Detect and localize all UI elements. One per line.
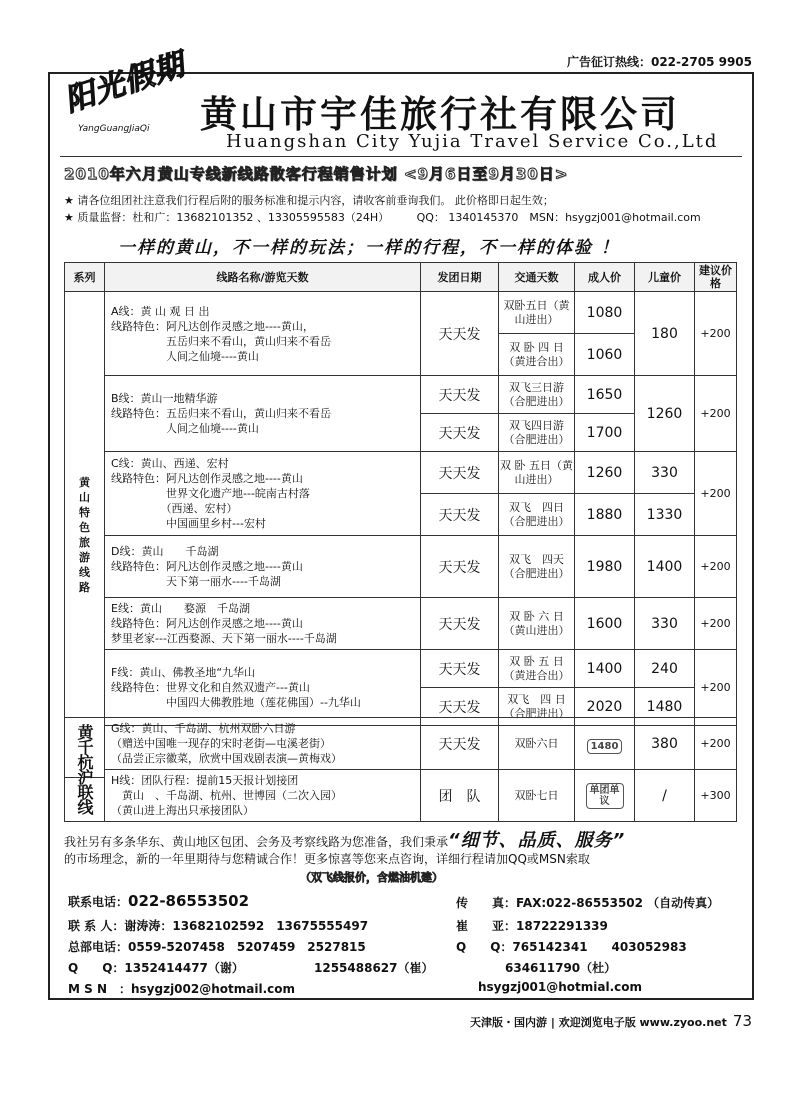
child-price: 180 bbox=[635, 292, 695, 376]
depart-cell: 天天发 bbox=[421, 598, 499, 650]
route-f bbox=[105, 650, 421, 726]
suggest-price: +200 bbox=[695, 452, 737, 536]
route-line: D线：黄山 千岛湖 bbox=[111, 545, 219, 558]
contact-fax-value: FAX:022-86553502 （自动传真） bbox=[516, 896, 720, 910]
transport-cell: 双 卧 五 日（黄进合出） bbox=[499, 650, 575, 688]
contact-label: 传 真： bbox=[456, 896, 517, 910]
slogan: 一样的黄山，不一样的玩法；一样的行程，不一样的体验 ！ bbox=[118, 238, 620, 258]
route-line: （品尝正宗徽菜，欣赏中国戏剧表演—黄梅戏） bbox=[111, 752, 342, 765]
table-row bbox=[65, 536, 737, 598]
promo-text: 我社另有多条华东、黄山地区包团、会务及考察线路为您准备，我们秉承 bbox=[64, 835, 449, 849]
transport-cell: 双卧六日 bbox=[499, 718, 575, 770]
company-name-cn: 黄山市宇佳旅行社有限公司 bbox=[200, 92, 680, 136]
category-cell bbox=[65, 718, 105, 822]
contact-cui-value: 18722291339 bbox=[516, 919, 608, 933]
contact-label: Q Q： bbox=[456, 940, 513, 954]
category-label: 黄山特色旅游线路 bbox=[79, 475, 90, 594]
suggest-price: +200 bbox=[695, 598, 737, 650]
depart-cell: 天天发 bbox=[421, 414, 499, 452]
table-row bbox=[65, 770, 737, 822]
route-line: C线：黄山、西递、宏村 bbox=[111, 457, 229, 470]
suggest-price: +200 bbox=[695, 536, 737, 598]
suggest-price: +200 bbox=[695, 292, 737, 376]
contact-person-value: 谢涛涛：13682102592 13675555497 bbox=[124, 919, 369, 933]
child-price: 380 bbox=[635, 718, 695, 770]
child-price: 330 bbox=[635, 452, 695, 494]
category-label: 黄千杭沪联线 bbox=[77, 722, 94, 817]
adult-price-cell bbox=[575, 770, 635, 822]
contact-label: 崔 亚： bbox=[456, 919, 517, 933]
contact-label: 总部电话： bbox=[68, 940, 129, 954]
suggest-price: +200 bbox=[695, 650, 737, 726]
depart-cell: 天天发 bbox=[421, 536, 499, 598]
route-line: G线：黄山、千岛湖、杭州双卧六日游 bbox=[111, 722, 296, 735]
child-price: 1480 bbox=[635, 688, 695, 726]
promo-line-1 bbox=[64, 826, 625, 852]
route-line: E线：黄山 婺源 千岛湖 bbox=[111, 602, 250, 615]
child-price: 1330 bbox=[635, 494, 695, 536]
route-line: 线路特色：阿凡达创作灵感之地----黄山 bbox=[111, 472, 303, 485]
contact-label: 联系电话： bbox=[68, 895, 129, 909]
adult-price: 1600 bbox=[575, 598, 635, 650]
contact-person bbox=[68, 917, 368, 934]
notice-line: ★ 请各位组团社注意我们行程后附的服务标准和提示内容，请收客前垂询我们。 此价格即日起生效； bbox=[64, 194, 554, 207]
route-line: 五岳归来不看山，黄山归来不看岳 bbox=[111, 334, 331, 348]
route-price-table-2 bbox=[64, 717, 737, 822]
route-line: 线路特色：五岳归来不看山，黄山归来不看岳 bbox=[111, 407, 331, 420]
adult-price: 1080 bbox=[575, 292, 635, 334]
suggest-price: +200 bbox=[695, 376, 737, 452]
depart-cell: 天天发 bbox=[421, 650, 499, 688]
contact-msn-value: hsygzj002@hotmail.com bbox=[130, 982, 295, 996]
header-category: 系列 bbox=[65, 263, 105, 292]
header-transport: 交通天数 bbox=[499, 263, 575, 292]
contact-qq-value: 1352414477（谢） bbox=[124, 961, 244, 975]
company-name-en: Huangshan City Yujia Travel Service Co.,Ltd bbox=[226, 131, 719, 152]
contact-phone bbox=[68, 892, 249, 910]
contact-label: 联 系 人： bbox=[68, 919, 125, 933]
table-row bbox=[65, 376, 737, 414]
route-line: B线：黄山一地精华游 bbox=[111, 392, 218, 405]
transport-cell: 双飞三日游（合肥进出） bbox=[499, 376, 575, 414]
adult-price: 1480 bbox=[587, 739, 623, 754]
contact-msn-2: hsygzj001@hotmial.com bbox=[478, 980, 643, 994]
route-price-table bbox=[64, 262, 737, 778]
child-price: 240 bbox=[635, 650, 695, 688]
contact-qq-cui: 1255488627（崔） bbox=[314, 961, 434, 975]
depart-cell: 天天发 bbox=[421, 376, 499, 414]
contact-phone-value: 022-86553502 bbox=[128, 892, 250, 910]
contact-label: Q Q： bbox=[68, 961, 125, 975]
route-line: 中国四大佛教胜地（莲花佛国）--九华山 bbox=[111, 696, 361, 709]
contact-label: M S N ： bbox=[68, 982, 131, 996]
transport-cell: 双飞四日游（合肥进出） bbox=[499, 414, 575, 452]
route-c bbox=[105, 452, 421, 536]
transport-cell: 双卧七日 bbox=[499, 770, 575, 822]
depart-cell: 天天发 bbox=[421, 688, 499, 726]
contact-qq-value: 765142341 403052983 bbox=[512, 940, 687, 954]
child-price: 1260 bbox=[635, 376, 695, 452]
table-row bbox=[65, 452, 737, 494]
route-line: 梦里老家---江西婺源、天下第一丽水----千岛湖 bbox=[111, 632, 337, 645]
adult-price: 1980 bbox=[575, 536, 635, 598]
page-number: 73 bbox=[732, 1012, 752, 1030]
suggest-price: +200 bbox=[695, 718, 737, 770]
contact-hq-value: 0559-5207458 5207459 2527815 bbox=[128, 940, 366, 954]
depart-cell: 天天发 bbox=[421, 718, 499, 770]
promo-line-2: 的市场理念，新的一年里期待与您精诚合作！更多惊喜等您来点咨询，详细行程请加QQ或MSN索取 bbox=[64, 852, 590, 866]
header-child-price: 儿童价 bbox=[635, 263, 695, 292]
route-line: 线路特色：阿凡达创作灵感之地----黄山 bbox=[111, 560, 303, 573]
footer-text: 天津版・国内游 | 欢迎浏览电子版 www.zyoo.net bbox=[470, 1016, 727, 1029]
route-line: 天下第一丽水----千岛湖 bbox=[111, 575, 281, 588]
contact-qq-right bbox=[456, 938, 687, 955]
route-line: （黄山进上海出只承接团队） bbox=[111, 804, 254, 817]
plan-title: 2010年六月黄山专线新线路散客行程销售计划 <9月6日至9月30日> bbox=[64, 165, 569, 183]
route-line: 人间之仙境----黄山 bbox=[111, 349, 259, 363]
depart-cell: 天天发 bbox=[421, 292, 499, 376]
adult-price: 2020 bbox=[575, 688, 635, 726]
transport-cell: 双飞 四日（合肥进出） bbox=[499, 494, 575, 536]
route-line: 线路特色：世界文化和自然双遗产---黄山 bbox=[111, 681, 310, 694]
route-line: 线路特色：阿凡达创作灵感之地----黄山， bbox=[111, 319, 314, 333]
route-g bbox=[105, 718, 421, 770]
logo: 阳光假期 bbox=[60, 47, 190, 119]
route-line: （西递、宏村） bbox=[111, 502, 238, 515]
contact-qq-left bbox=[68, 959, 244, 976]
transport-cell: 双飞 四 日（合肥进出） bbox=[499, 688, 575, 726]
transport-cell: 双卧五日（黄山进出） bbox=[499, 292, 575, 334]
header-depart: 发团日期 bbox=[421, 263, 499, 292]
depart-cell: 天天发 bbox=[421, 452, 499, 494]
table-row bbox=[65, 598, 737, 650]
adult-price: 1650 bbox=[575, 376, 635, 414]
ad-hotline: 广告征订热线：022-2705 9905 bbox=[566, 55, 752, 69]
transport-cell: 双 卧 六 日（黄山进出） bbox=[499, 598, 575, 650]
logo-subtitle: YangGuangJiaQi bbox=[78, 124, 150, 134]
table-row bbox=[65, 718, 737, 770]
depart-cell: 天天发 bbox=[421, 494, 499, 536]
route-line: 中国画里乡村---宏村 bbox=[111, 517, 266, 530]
adult-price: 1260 bbox=[575, 452, 635, 494]
table-row bbox=[65, 650, 737, 688]
contact-fax bbox=[456, 894, 719, 911]
adult-price: 单团单议 bbox=[586, 783, 624, 809]
route-line: H线：团队行程：提前15天报计划接团 bbox=[111, 774, 299, 787]
contact-msn bbox=[68, 980, 295, 997]
route-a bbox=[105, 292, 421, 376]
route-line: 线路特色：阿凡达创作灵感之地----黄山 bbox=[111, 617, 303, 630]
suggest-price: +300 bbox=[695, 770, 737, 822]
route-line: 人间之仙境----黄山 bbox=[111, 422, 259, 435]
table-row bbox=[65, 292, 737, 334]
route-b bbox=[105, 376, 421, 452]
header-divider bbox=[60, 156, 742, 157]
promo-note: （双飞线报价，含燃油机建） bbox=[300, 871, 443, 884]
route-e bbox=[105, 598, 421, 650]
contact-cui bbox=[456, 917, 608, 934]
adult-price-cell bbox=[575, 718, 635, 770]
adult-price: 1880 bbox=[575, 494, 635, 536]
child-price: / bbox=[635, 770, 695, 822]
adult-price: 1700 bbox=[575, 414, 635, 452]
adult-price: 1060 bbox=[575, 334, 635, 376]
transport-cell: 双 卧 四 日（黄进合出） bbox=[499, 334, 575, 376]
route-line: F线：黄山、佛教圣地“九华山 bbox=[111, 666, 256, 679]
depart-cell: 团 队 bbox=[421, 770, 499, 822]
route-h bbox=[105, 770, 421, 822]
page-footer bbox=[470, 1012, 752, 1030]
promo-emphasis: “细节、品质、服务” bbox=[448, 830, 626, 851]
child-price: 330 bbox=[635, 598, 695, 650]
route-line: 世界文化遗产地---皖南古村落 bbox=[111, 487, 310, 500]
contact-hq bbox=[68, 938, 366, 955]
header-suggest-price: 建议价格 bbox=[695, 263, 737, 292]
transport-cell: 双 卧 五日（黄山进出） bbox=[499, 452, 575, 494]
contact-qq-du: 634611790（杜） bbox=[505, 961, 617, 975]
category-cell bbox=[65, 292, 105, 778]
quality-supervision-line: ★ 质量监督：杜和广：13682101352 、13305595583（24H） QQ： 1340145370 MSN：hsygzj001@hotmail.com bbox=[64, 211, 701, 224]
adult-price: 1400 bbox=[575, 650, 635, 688]
transport-cell: 双飞 四天（合肥进出） bbox=[499, 536, 575, 598]
route-d bbox=[105, 536, 421, 598]
header-adult-price: 成人价 bbox=[575, 263, 635, 292]
route-line: A线：黄 山 观 日 出 bbox=[111, 304, 210, 318]
route-line: 黄山 、千岛湖、杭州、世博园（二次入园） bbox=[111, 789, 342, 802]
child-price: 1400 bbox=[635, 536, 695, 598]
table-header-row bbox=[65, 263, 737, 292]
header-route: 线路名称/游览天数 bbox=[105, 263, 421, 292]
route-line: （赠送中国唯一现存的宋时老街—屯溪老街） bbox=[111, 737, 331, 750]
